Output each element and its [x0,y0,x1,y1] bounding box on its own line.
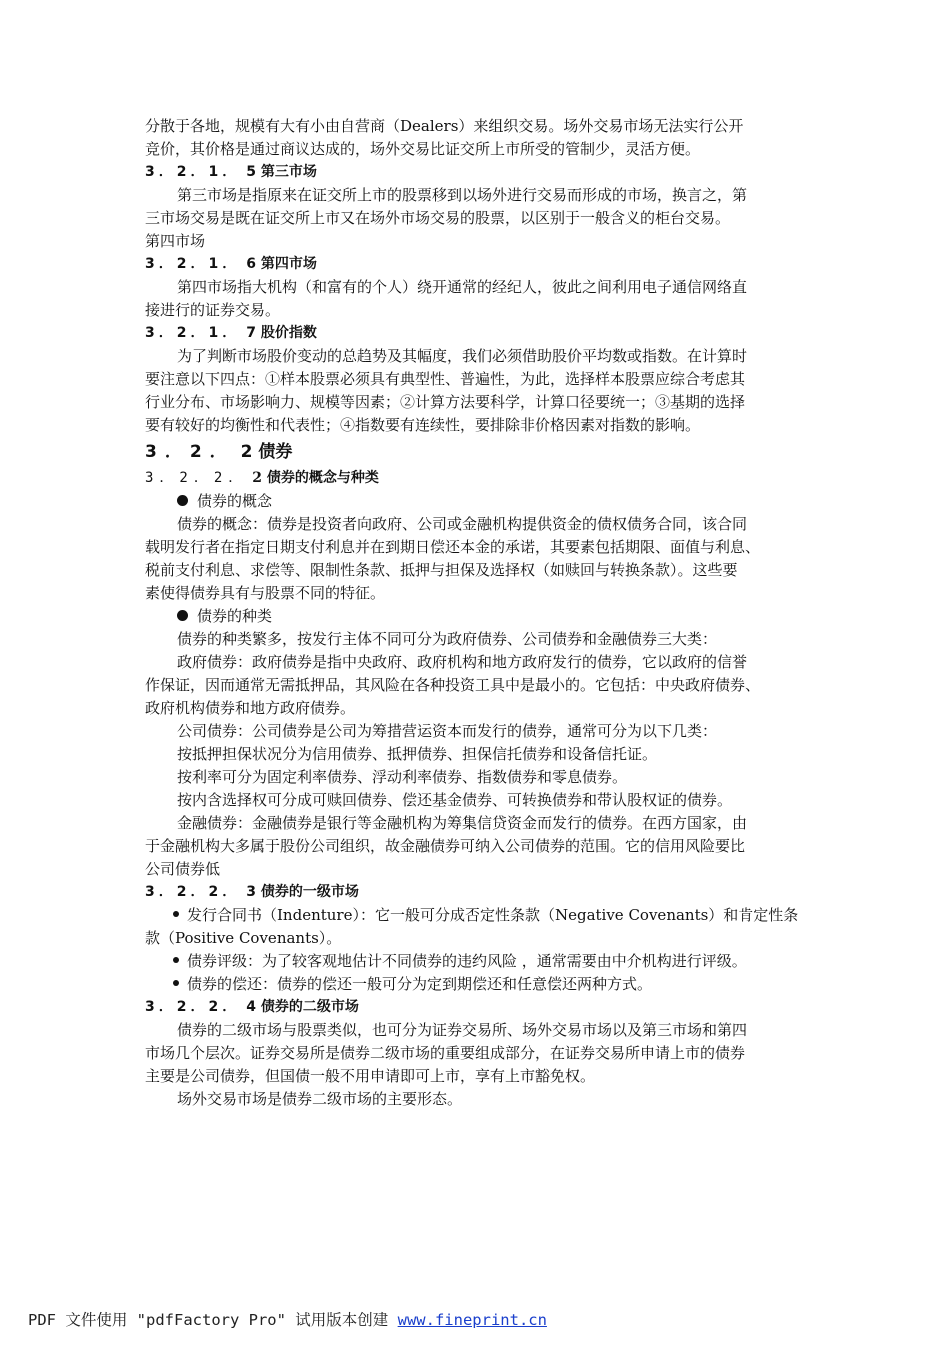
text-line: 为了判断市场股价变动的总趋势及其幅度，我们必须借助股价平均数或指数。在计算时 [177,347,748,365]
section-heading: 3．2．1． 6 第四市场 [145,256,317,272]
text-line: 于金融机构大多属于股份公司组织，故金融债券可纳入公司债券的范围。它的信用风险要比 [145,837,746,855]
section-heading: 3．2．2． 4 债券的二级市场 [145,999,359,1015]
bullet-icon [173,911,179,917]
text-line: 要有较好的均衡性和代表性；④指数要有连续性，要排除非价格因素对指数的影响。 [145,416,701,434]
text-line: 要注意以下四点：①样本股票必须具有典型性、普遍性，为此，选择样本股票应综合考虑其 [145,370,746,388]
text-line: 按利率可分为固定利率债券、浮动利率债券、指数债券和零息债券。 [177,768,628,786]
text-line: 政府机构债券和地方政府债券。 [145,699,356,717]
text-line: 作保证，因而通常无需抵押品，其风险在各种投资工具中是最小的。它包括：中央政府债券、 [145,676,761,694]
section-heading: 3．2．2． 3 债券的一级市场 [145,884,359,900]
text-line: 素使得债券具有与股票不同的特征。 [145,584,386,602]
chapter-heading: 3．2． 2 债券 [145,442,293,462]
section-heading: 3．2．1． 7 股价指数 [145,325,317,341]
footer-text: PDF 文件使用 "pdfFactory Pro" 试用版本创建 [28,1311,398,1329]
section-heading: 3．2．2． 2 债券的概念与种类 [145,470,379,486]
text-line: 税前支付利息、求偿等、限制性条款、抵押与担保及选择权（如赎回与转换条款）。这些要 [145,561,738,579]
section-heading: 3．2．1． 5 第三市场 [145,164,317,180]
bullet-item: 发行合同书（Indenture）：它一般可分成否定性条款（Negative Covenants）和肯定性条 [145,904,810,927]
footer-link[interactable]: www.fineprint.cn [397,1311,547,1329]
bullet-icon [177,610,188,621]
text-line: 第三市场是指原来在证交所上市的股票移到以场外进行交易而形成的市场，换言之，第 [177,186,748,204]
text-line: 公司债券低 [145,860,221,878]
text-line: 主要是公司债券，但国债一般不用申请即可上市，享有上市豁免权。 [145,1067,596,1085]
text-line: 债券的二级市场与股票类似，也可分为证券交易所、场外交易市场以及第三市场和第四 [177,1021,748,1039]
bullet-item: 债券评级：为了较客观地估计不同债券的违约风险 ，通常需要由中介机构进行评级。 [145,950,810,973]
text-line: 第四市场 [145,232,206,250]
text-line: 分散于各地，规模有大有小由自营商（Dealers）来组织交易。场外交易市场无法实行公开 [145,117,744,135]
text-line: 市场几个层次。证券交易所是债券二级市场的重要组成部分，在证券交易所申请上市的债券 [145,1044,746,1062]
text-line: 第四市场指大机构（和富有的个人）绕开通常的经纪人，彼此之间利用电子通信网络直 [177,278,748,296]
text-line: 竞价，其价格是通过商议达成的，场外交易比证交所上市所受的管制少，灵活方便。 [145,140,701,158]
text-line: 政府债券：政府债券是指中央政府、政府机构和地方政府发行的债券，它以政府的信誉 [177,653,748,671]
text-line: 按内含选择权可分成可赎回债券、偿还基金债券、可转换债券和带认股权证的债券。 [177,791,733,809]
text-line: 接进行的证券交易。 [145,301,281,319]
bullet-icon [173,957,179,963]
text-line: 款（Positive Covenants）。 [145,929,342,947]
text-line: 行业分布、市场影响力、规模等因素；②计算方法要科学，计算口径要统一；③基期的选择 [145,393,746,411]
text-line: 载明发行者在指定日期支付利息并在到期日偿还本金的承诺，其要素包括期限、面值与利息、 [145,538,761,556]
text-line: 三市场交易是既在证交所上市又在场外市场交易的股票，以区别于一般含义的柜台交易。 [145,209,731,227]
pdf-footer [28,1308,547,1330]
text-line: 场外交易市场是债券二级市场的主要形态。 [177,1090,463,1108]
bullet-item: 债券的概念 [145,490,810,513]
text-line: 金融债券：金融债券是银行等金融机构为筹集信贷资金而发行的债券。在西方国家，由 [177,814,748,832]
text-line: 债券的概念：债券是投资者向政府、公司或金融机构提供资金的债权债务合同，该合同 [177,515,748,533]
text-line: 按抵押担保状况分为信用债券、抵押债券、担保信托债券和设备信托证。 [177,745,658,763]
text-line: 债券的种类繁多，按发行主体不同可分为政府债券、公司债券和金融债券三大类： [177,630,718,648]
bullet-item: 债券的偿还：债券的偿还一般可分为定到期偿还和任意偿还两种方式。 [145,973,810,996]
bullet-icon [173,980,179,986]
text-line: 公司债券：公司债券是公司为筹措营运资本而发行的债券，通常可分为以下几类： [177,722,718,740]
document-body [145,115,810,1111]
bullet-icon [177,495,188,506]
bullet-item: 债券的种类 [145,605,810,628]
